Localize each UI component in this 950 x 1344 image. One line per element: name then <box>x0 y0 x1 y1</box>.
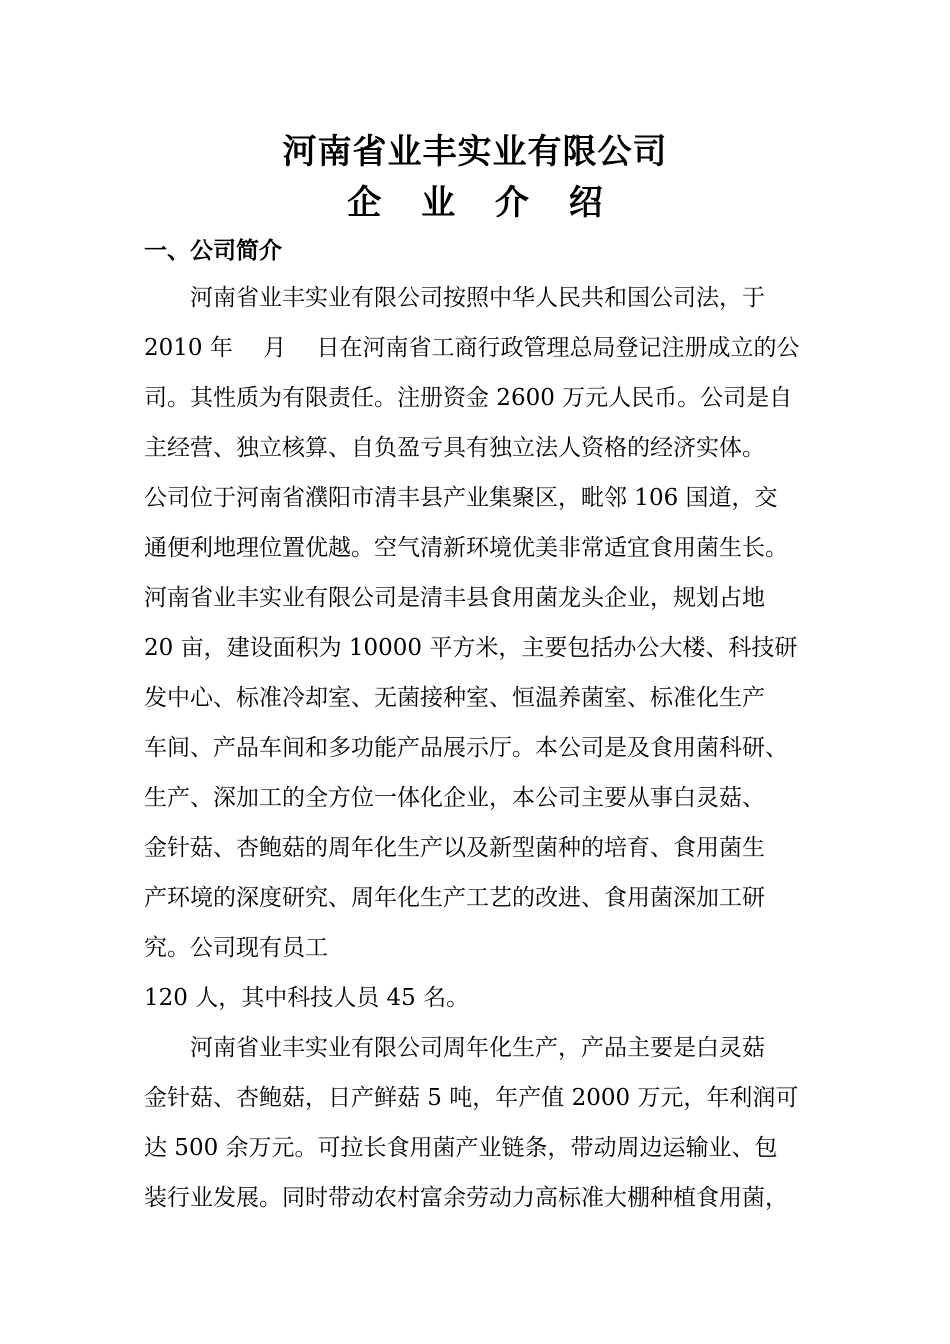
paragraph-1-line: 主经营、独立核算、自负盈亏具有独立法人资格的经济实体。 <box>144 435 765 461</box>
paragraph-1-line: 120 人，其中科技人员 45 名。 <box>144 985 470 1011</box>
document-title: 河南省业丰实业有限公司 <box>282 132 668 172</box>
paragraph-2-line: 金针菇、杏鲍菇，日产鲜菇 5 吨，年产值 2000 万元，年利润可 <box>144 1085 799 1111</box>
paragraph-1-line: 生产、深加工的全方位一体化企业，本公司主要从事白灵菇、 <box>144 785 765 811</box>
paragraph-2-line: 装行业发展。同时带动农村富余劳动力高标准大棚种植食用菌， <box>144 1185 788 1211</box>
paragraph-1-line: 河南省业丰实业有限公司是清丰县食用菌龙头企业，规划占地 <box>144 585 765 611</box>
paragraph-1-line: 司。其性质为有限责任。注册资金 2600 万元人民币。公司是自 <box>144 385 793 411</box>
paragraph-1-line: 产环境的深度研究、周年化生产工艺的改进、食用菌深加工研 <box>144 885 765 911</box>
paragraph-1-line: 金针菇、杏鲍菇的周年化生产以及新型菌种的培育、食用菌生 <box>144 835 765 861</box>
paragraph-1-line: 发中心、标准冷却室、无菌接种室、恒温养菌室、标准化生产 <box>144 685 765 711</box>
paragraph-1-line: 公司位于河南省濮阳市清丰县产业集聚区，毗邻 106 国道，交 <box>144 485 778 511</box>
paragraph-1-line: 车间、产品车间和多功能产品展示厅。本公司是及食用菌科研、 <box>144 735 788 761</box>
paragraph-1-line: 2010 年 月 日在河南省工商行政管理总局登记注册成立的公 <box>144 335 800 361</box>
paragraph-1-line: 20 亩，建设面积为 10000 平方米，主要包括办公大楼、科技研 <box>144 635 798 661</box>
document-subtitle: 企 业 介 绍 <box>347 183 617 223</box>
section-heading: 一、公司简介 <box>144 237 282 264</box>
paragraph-2-line: 河南省业丰实业有限公司周年化生产，产品主要是白灵菇 <box>144 1035 765 1061</box>
paragraph-1-line: 河南省业丰实业有限公司按照中华人民共和国公司法，于 <box>144 285 765 311</box>
paragraph-2-line: 达 500 余万元。可拉长食用菌产业链条，带动周边运输业、包 <box>144 1135 778 1161</box>
paragraph-1-line: 究。公司现有员工 <box>144 935 328 961</box>
paragraph-1-line: 通便利地理位置优越。空气清新环境优美非常适宜食用菌生长。 <box>144 535 788 561</box>
